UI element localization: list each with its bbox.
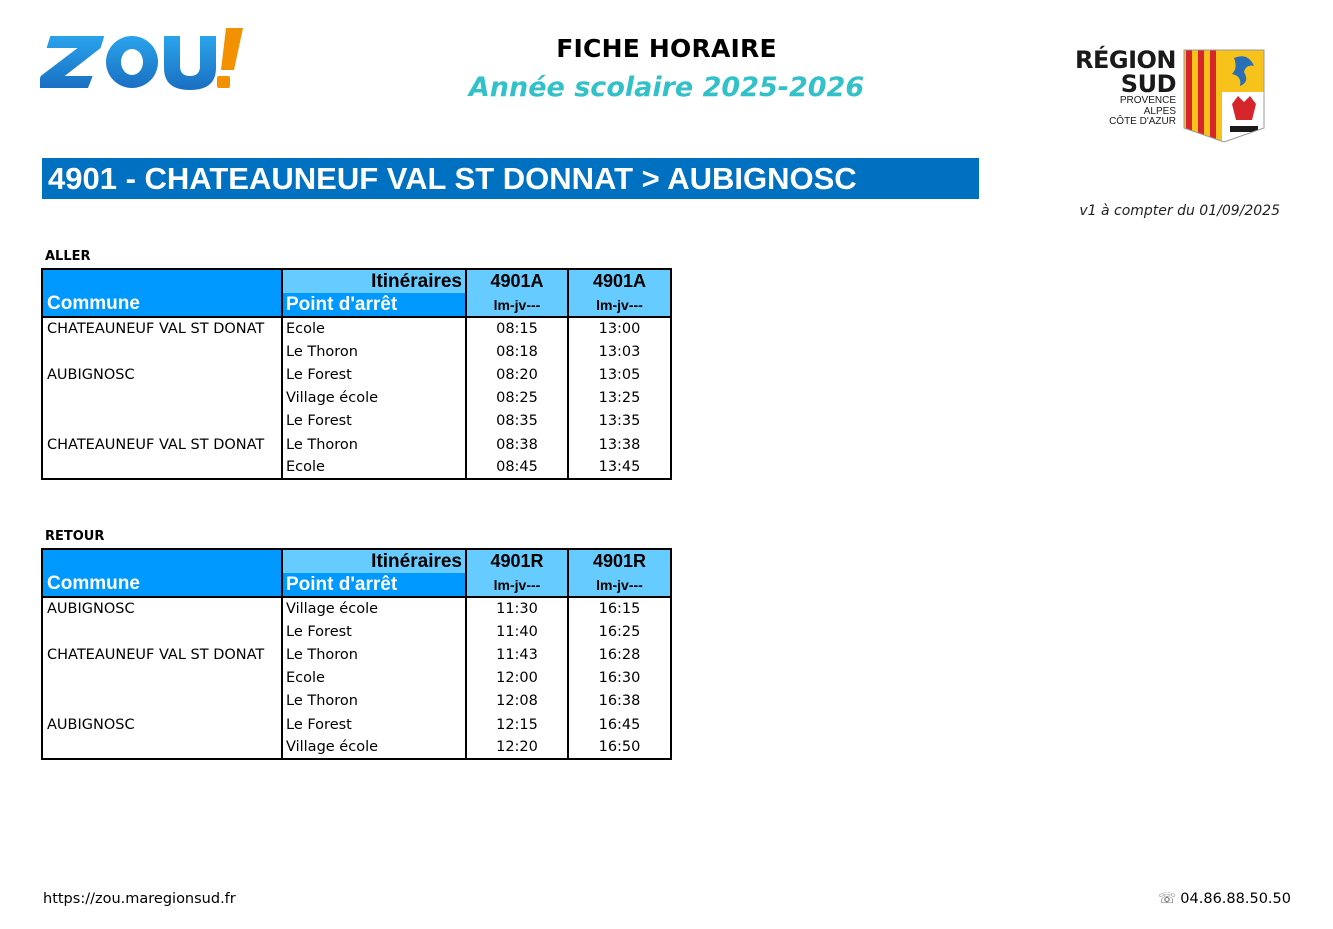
stop-cell: Le Forest (282, 410, 466, 433)
time-cell: 12:20 (466, 736, 568, 759)
version-note: v1 à compter du 01/09/2025 (1079, 203, 1280, 219)
commune-cell (42, 667, 282, 690)
table-row (42, 317, 671, 340)
itineraires-header: Itinéraires (282, 269, 466, 293)
table-row (42, 456, 671, 479)
table-row (42, 363, 671, 386)
commune-header: Commune (42, 549, 282, 597)
table-row (42, 433, 671, 456)
region-logo-text (1062, 48, 1176, 128)
retour-label: RETOUR (45, 529, 105, 544)
table-row (42, 387, 671, 410)
time-cell: 16:38 (568, 690, 671, 713)
route-title-banner: 4901 - CHATEAUNEUF VAL ST DONNAT > AUBIGNOSC (42, 158, 979, 199)
commune-cell: CHATEAUNEUF VAL ST DONAT (42, 317, 282, 340)
days-header: lm-jv--- (466, 293, 568, 317)
table-row (42, 340, 671, 363)
course-header: 4901R (568, 549, 671, 573)
time-cell: 16:50 (568, 736, 671, 759)
time-cell: 13:00 (568, 317, 671, 340)
region-line2: SUD (1120, 70, 1176, 98)
commune-cell: CHATEAUNEUF VAL ST DONAT (42, 433, 282, 456)
time-cell: 08:15 (466, 317, 568, 340)
website-link[interactable]: https://zou.maregionsud.fr (43, 891, 236, 907)
commune-cell (42, 410, 282, 433)
stop-cell: Ecole (282, 667, 466, 690)
time-cell: 16:45 (568, 713, 671, 736)
retour-timetable (41, 548, 672, 760)
school-year-subtitle: Année scolaire 2025-2026 (468, 72, 865, 103)
commune-header: Commune (42, 269, 282, 317)
commune-cell (42, 387, 282, 410)
point-arret-header: Point d'arrêt (282, 293, 466, 317)
table-row (42, 597, 671, 620)
stop-cell: Village école (282, 736, 466, 759)
time-cell: 16:25 (568, 620, 671, 643)
days-header: lm-jv--- (568, 293, 671, 317)
phone-contact (1158, 891, 1291, 907)
region-line1: RÉGION (1075, 46, 1176, 74)
time-cell: 13:38 (568, 433, 671, 456)
time-cell: 11:40 (466, 620, 568, 643)
days-header: lm-jv--- (568, 573, 671, 597)
time-cell: 08:35 (466, 410, 568, 433)
itineraires-header: Itinéraires (282, 549, 466, 573)
stop-cell: Le Forest (282, 713, 466, 736)
time-cell: 13:05 (568, 363, 671, 386)
time-cell: 13:25 (568, 387, 671, 410)
table-row (42, 736, 671, 759)
commune-cell (42, 690, 282, 713)
region-shield-icon (1182, 48, 1266, 144)
time-cell: 12:08 (466, 690, 568, 713)
time-cell: 12:00 (466, 667, 568, 690)
stop-cell: Le Thoron (282, 690, 466, 713)
course-header: 4901R (466, 549, 568, 573)
time-cell: 08:25 (466, 387, 568, 410)
region-line4: ALPES (1143, 105, 1176, 117)
commune-cell: AUBIGNOSC (42, 713, 282, 736)
time-cell: 16:15 (568, 597, 671, 620)
aller-timetable (41, 268, 672, 480)
stop-cell: Le Thoron (282, 643, 466, 666)
stop-cell: Le Forest (282, 363, 466, 386)
stop-cell: Village école (282, 597, 466, 620)
region-line5: CÔTE D'AZUR (1109, 116, 1176, 127)
time-cell: 11:30 (466, 597, 568, 620)
commune-cell: AUBIGNOSC (42, 363, 282, 386)
stop-cell: Le Thoron (282, 340, 466, 363)
commune-cell (42, 340, 282, 363)
stop-cell: Ecole (282, 456, 466, 479)
time-cell: 13:03 (568, 340, 671, 363)
table-row (42, 690, 671, 713)
table-row (42, 620, 671, 643)
time-cell: 16:28 (568, 643, 671, 666)
table-row (42, 410, 671, 433)
time-cell: 11:43 (466, 643, 568, 666)
table-row (42, 713, 671, 736)
time-cell: 08:45 (466, 456, 568, 479)
phone-number: 04.86.88.50.50 (1180, 891, 1291, 907)
time-cell: 12:15 (466, 713, 568, 736)
course-header: 4901A (466, 269, 568, 293)
page-title: FICHE HORAIRE (556, 34, 777, 63)
commune-cell: AUBIGNOSC (42, 597, 282, 620)
stop-cell: Ecole (282, 317, 466, 340)
stop-cell: Le Thoron (282, 433, 466, 456)
phone-icon: ☏ (1158, 891, 1177, 907)
time-cell: 08:18 (466, 340, 568, 363)
commune-cell (42, 456, 282, 479)
point-arret-header: Point d'arrêt (282, 573, 466, 597)
time-cell: 13:35 (568, 410, 671, 433)
time-cell: 16:30 (568, 667, 671, 690)
time-cell: 08:38 (466, 433, 568, 456)
region-sud-logo (1062, 48, 1268, 144)
time-cell: 13:45 (568, 456, 671, 479)
table-row (42, 643, 671, 666)
course-header: 4901A (568, 269, 671, 293)
aller-label: ALLER (45, 249, 91, 264)
stop-cell: Village école (282, 387, 466, 410)
table-row (42, 667, 671, 690)
days-header: lm-jv--- (466, 573, 568, 597)
stop-cell: Le Forest (282, 620, 466, 643)
commune-cell (42, 736, 282, 759)
region-line3: PROVENCE (1119, 95, 1176, 106)
commune-cell (42, 620, 282, 643)
commune-cell: CHATEAUNEUF VAL ST DONAT (42, 643, 282, 666)
time-cell: 08:20 (466, 363, 568, 386)
